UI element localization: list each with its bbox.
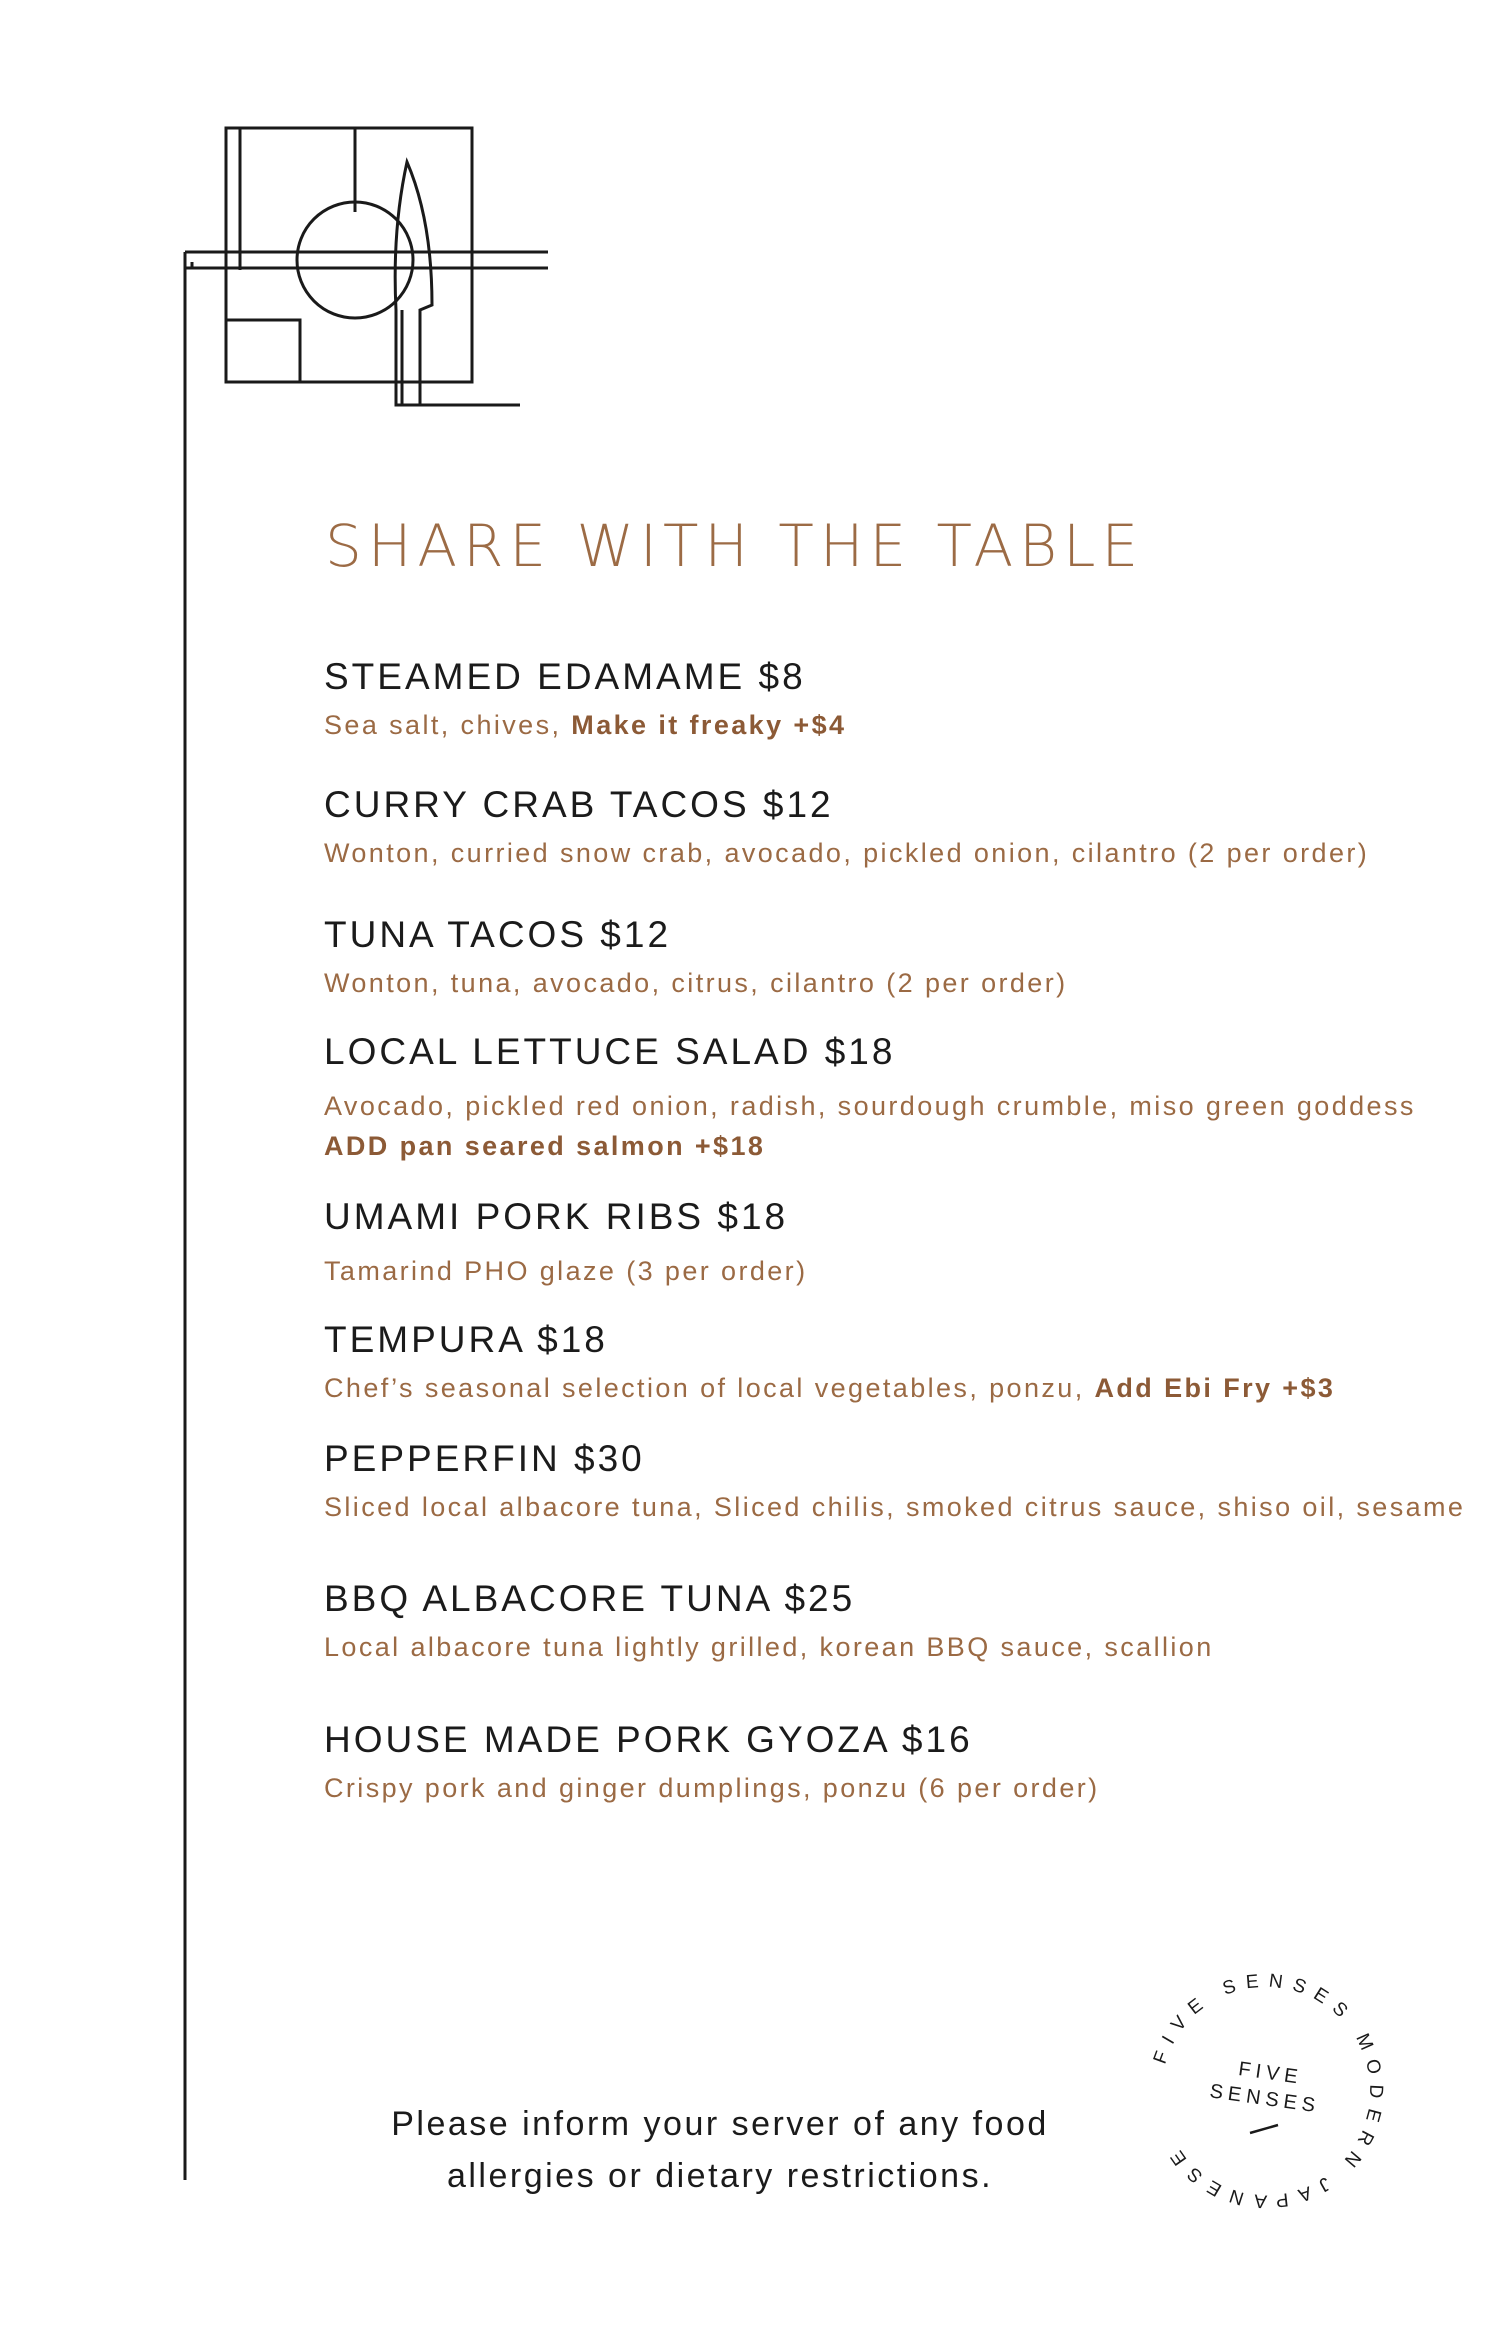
allergy-notice bbox=[330, 2098, 1110, 2202]
logo-ring-text: FIVE SENSES MODERN JAPANESE bbox=[1149, 1970, 1387, 2212]
notice-line-1: Please inform your server of any food bbox=[391, 2105, 1049, 2143]
knife-shape bbox=[395, 162, 432, 405]
item-name: TUNA TACOS $12 bbox=[324, 914, 672, 955]
item-description bbox=[324, 705, 1494, 745]
logo-center-line-1: FIVE bbox=[1237, 2058, 1304, 2089]
five-senses-logo bbox=[1140, 1965, 1392, 2217]
item-description: Local albacore tuna lightly grilled, korean BBQ sauce, scallion bbox=[324, 1632, 1214, 1662]
logo-center-line-2: SENSES bbox=[1208, 2080, 1322, 2118]
item-name: UMAMI PORK RIBS $18 bbox=[324, 1196, 789, 1237]
menu-item bbox=[324, 1318, 1494, 1408]
item-desc-text: Sea salt, chives, bbox=[324, 710, 572, 740]
item-description: Tamarind PHO glaze (3 per order) bbox=[324, 1256, 808, 1286]
item-description: Wonton, tuna, avocado, citrus, cilantro (2 per order) bbox=[324, 968, 1068, 998]
item-name: TEMPURA $18 bbox=[324, 1319, 608, 1360]
notice-line-2: allergies or dietary restrictions. bbox=[446, 2157, 994, 2195]
item-description: Sliced local albacore tuna, Sliced chilis, smoked citrus sauce, shiso oil, sesame bbox=[324, 1492, 1466, 1522]
item-name: HOUSE MADE PORK GYOZA $16 bbox=[324, 1719, 973, 1760]
item-addon: Add Ebi Fry +$3 bbox=[1094, 1373, 1336, 1403]
item-description bbox=[324, 1368, 1494, 1408]
menu-item bbox=[324, 1195, 1494, 1291]
item-description: Avocado, pickled red onion, radish, sourdough crumble, miso green goddess bbox=[324, 1091, 1416, 1121]
logo-dash bbox=[1250, 2125, 1278, 2133]
item-description: Wonton, curried snow crab, avocado, pickled onion, cilantro (2 per order) bbox=[324, 838, 1370, 868]
menu-item bbox=[324, 1437, 1494, 1527]
plate-circle bbox=[297, 202, 413, 318]
menu-item bbox=[324, 655, 1494, 745]
item-name: STEAMED EDAMAME $8 bbox=[324, 656, 806, 697]
item-name: BBQ ALBACORE TUNA $25 bbox=[324, 1578, 856, 1619]
menu-item bbox=[324, 783, 1494, 873]
item-name: PEPPERFIN $30 bbox=[324, 1438, 645, 1479]
item-addon: ADD pan seared salmon +$18 bbox=[324, 1131, 766, 1161]
item-addon: Make it freaky +$4 bbox=[571, 710, 847, 740]
item-name: CURRY CRAB TACOS $12 bbox=[324, 784, 834, 825]
item-name: LOCAL LETTUCE SALAD $18 bbox=[324, 1031, 896, 1072]
menu-item bbox=[324, 1577, 1494, 1667]
item-description: Crispy pork and ginger dumplings, ponzu (6 per order) bbox=[324, 1773, 1100, 1803]
menu-item bbox=[324, 913, 1494, 1003]
menu-item bbox=[324, 1030, 1494, 1166]
section-title: SHARE WITH THE TABLE bbox=[325, 512, 1145, 580]
menu-item bbox=[324, 1718, 1494, 1808]
frame-square bbox=[226, 128, 472, 382]
item-desc-text: Chef’s seasonal selection of local vegetables, ponzu, bbox=[324, 1373, 1095, 1403]
